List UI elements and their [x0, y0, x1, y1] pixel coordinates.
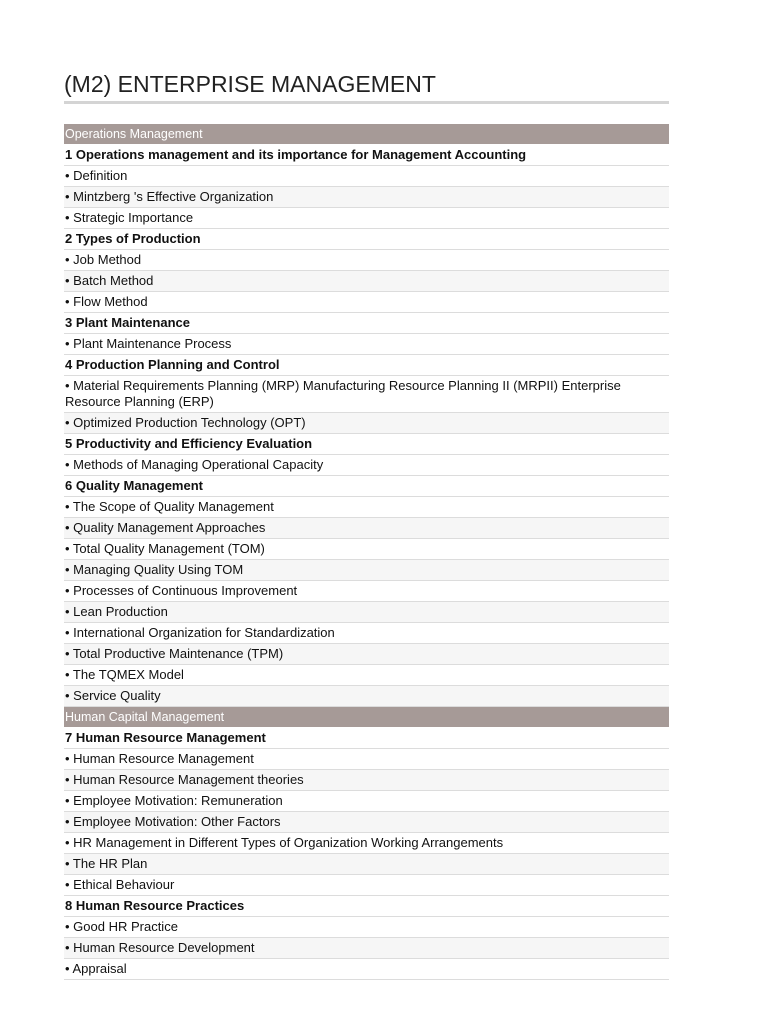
list-item: • Employee Motivation: Other Factors	[64, 812, 669, 833]
list-item: • Plant Maintenance Process	[64, 334, 669, 355]
list-item: • The HR Plan	[64, 854, 669, 875]
list-item: • The TQMEX Model	[64, 665, 669, 686]
list-item: • Total Productive Maintenance (TPM)	[64, 644, 669, 665]
section-header: Operations Management	[64, 124, 669, 145]
list-item: • Lean Production	[64, 602, 669, 623]
list-item: • Job Method	[64, 250, 669, 271]
topic-heading: 1 Operations management and its importance for Management Accounting	[64, 145, 669, 166]
list-item: • Managing Quality Using TOM	[64, 560, 669, 581]
topic-heading: 7 Human Resource Management	[64, 728, 669, 749]
topic-heading: 5 Productivity and Efficiency Evaluation	[64, 434, 669, 455]
topic-heading: 3 Plant Maintenance	[64, 313, 669, 334]
list-item: • Good HR Practice	[64, 917, 669, 938]
list-item: • Optimized Production Technology (OPT)	[64, 413, 669, 434]
topic-heading: 2 Types of Production	[64, 229, 669, 250]
list-item: • Processes of Continuous Improvement	[64, 581, 669, 602]
topic-heading: 4 Production Planning and Control	[64, 355, 669, 376]
list-item: • Definition	[64, 166, 669, 187]
list-item: • International Organization for Standardization	[64, 623, 669, 644]
document-title: (M2) ENTERPRISE MANAGEMENT	[64, 70, 669, 104]
list-item: • Total Quality Management (TOM)	[64, 539, 669, 560]
list-item: • Mintzberg 's Effective Organization	[64, 187, 669, 208]
list-item: • Human Resource Development	[64, 938, 669, 959]
document-page	[64, 70, 669, 980]
list-item: • Appraisal	[64, 959, 669, 980]
list-item: • Strategic Importance	[64, 208, 669, 229]
section-header: Human Capital Management	[64, 707, 669, 728]
list-item: • The Scope of Quality Management	[64, 497, 669, 518]
list-item: • Quality Management Approaches	[64, 518, 669, 539]
list-item: • Batch Method	[64, 271, 669, 292]
list-item: • Human Resource Management	[64, 749, 669, 770]
list-item: • Flow Method	[64, 292, 669, 313]
list-item: • Material Requirements Planning (MRP) Manufacturing Resource Planning II (MRPII) Enterprise Resource Planning (ERP)	[64, 376, 669, 413]
list-item: • Human Resource Management theories	[64, 770, 669, 791]
list-item: • Methods of Managing Operational Capacity	[64, 455, 669, 476]
list-item: • Service Quality	[64, 686, 669, 707]
syllabus-table	[64, 124, 669, 980]
list-item: • Ethical Behaviour	[64, 875, 669, 896]
topic-heading: 8 Human Resource Practices	[64, 896, 669, 917]
list-item: • HR Management in Different Types of Organization Working Arrangements	[64, 833, 669, 854]
list-item: • Employee Motivation: Remuneration	[64, 791, 669, 812]
topic-heading: 6 Quality Management	[64, 476, 669, 497]
